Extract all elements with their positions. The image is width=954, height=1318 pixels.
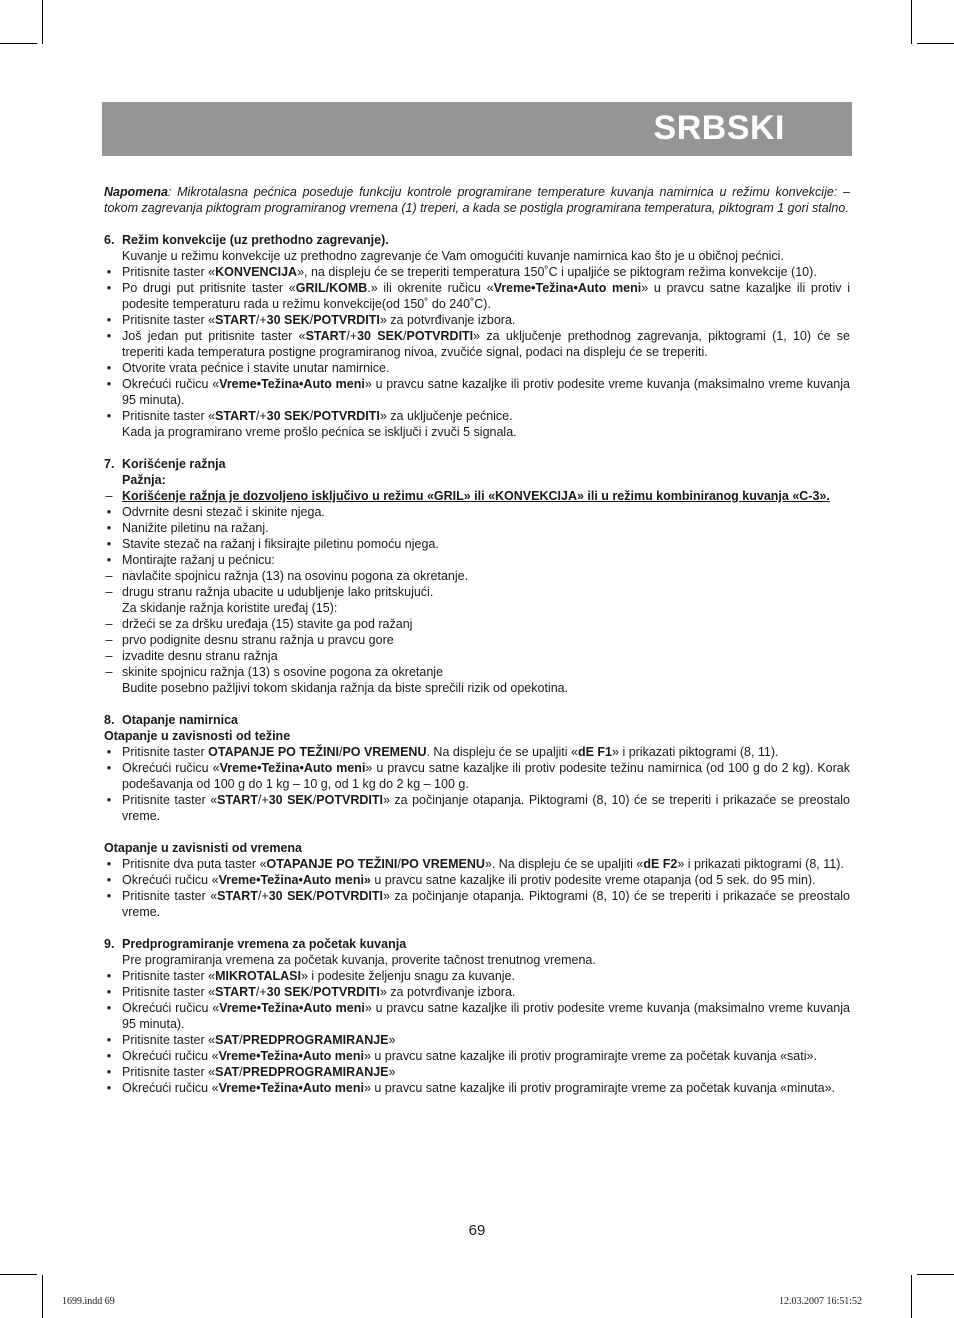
list-item: – navlačite spojnicu ražnja (13) na osovinu pogona za okretanje. [105, 569, 469, 583]
section-8-heading: 8. Otapanje namirnica [104, 713, 239, 727]
section-9-heading: 9. Predprogramiranje vremena za početak kuvanja [104, 937, 407, 951]
list-item: • Otvorite vrata pećnice i stavite unutar namirnice. [106, 361, 390, 375]
list-item: • Pritisnite taster «START/+30 SEK/POTVRDITI» za uključenje pećnice. [106, 409, 513, 423]
note-text: : Mikrotalasna pećnica poseduje funkciju kontrole programirane temperature kuvanja namirnica u režimu konvekcije: – tokom zagrevanja piktogram programiranog vremena (1) treperi, a kada se postigla programirana temperatura, piktogram 1 gori stalno. [104, 185, 850, 215]
list-item: • Okrećući ručicu «Vreme•Težina•Auto meni» u pravcu satne kazaljke ili protiv programirajte vreme za početak kuvanja «sati». [106, 1049, 817, 1063]
list-item: – prvo podignite desnu stranu ražnja u pravcu gore [105, 633, 394, 647]
crop-mark [0, 43, 37, 44]
list-item: • Pritisnite taster «START/+30 SEK/POTVRDITI» za počinjanje otapanja. Piktogrami (8, 10) će se treperiti i prikazaće se preostalo vreme. [106, 889, 850, 919]
list-item: • Pritisnite taster «MIKROTALASI» i podesite željenju snagu za kuvanje. [106, 969, 516, 983]
section-6-intro: Kuvanje u režimu konvekcije uz prethodno zagrevanje će Vam omogućiti kuvanje namirnica kao što je u običnoj pećnici. [122, 249, 784, 263]
list-item: • Nanižite piletinu na ražanj. [106, 521, 269, 535]
slug-filename: 1699.indd 69 [62, 1296, 115, 1307]
subheading: Otapanje u zavisnosti od težine [104, 729, 291, 743]
crop-mark [42, 1275, 43, 1318]
note-paragraph [104, 184, 850, 216]
crop-mark [911, 1275, 912, 1318]
attention-label: Pažnja: [122, 473, 166, 487]
list-item: • Po drugi put pritisnite taster «GRIL/KOMB.» ili okrenite ručicu «Vreme•Težina•Auto meni» u pravcu satne kazaljke ili protiv i podesite temperaturu rada u režimu konvekcije(od 150˚ do 240˚C). [106, 281, 850, 311]
removal-note: Za skidanje ražnja koristite uređaj (15): [122, 601, 338, 615]
list-item: – skinite spojnicu ražnja (13) s osovine pogona za okretanje [105, 665, 444, 679]
list-item: • Stavite stezač na ražanj i fiksirajte piletinu pomoću njega. [106, 537, 439, 551]
list-item: • Pritisnite taster «SAT/PREDPROGRAMIRANJE» [106, 1033, 396, 1047]
section-6-heading: 6. Režim konvekcije (uz prethodno zagrevanje). [104, 233, 389, 247]
note-label: Napomena [104, 185, 168, 199]
list-item: • Okrećući ručicu «Vreme•Težina•Auto meni» u pravcu satne kazaljke ili protiv podesite vreme otapanja (od 5 sek. do 95 min). [106, 873, 816, 887]
subheading: Otapanje u zavisnisti od vremena [104, 841, 302, 855]
language-header-bar [102, 102, 852, 156]
page-number: 69 [468, 1222, 486, 1239]
slug-timestamp: 12.03.2007 16:51:52 [779, 1296, 863, 1307]
section-6-outro: Kada ja programirano vreme prošlo pećnica se isključi i zvuči 5 signala. [122, 425, 517, 439]
crop-mark [42, 0, 43, 44]
crop-mark [0, 1274, 37, 1275]
crop-mark [911, 0, 912, 44]
list-item: • Odvrnite desni stezač i skinite njega. [106, 505, 325, 519]
language-title: SRBSKI [653, 109, 785, 147]
list-item: • Okrećući ručicu «Vreme•Težina•Auto meni» u pravcu satne kazaljke ili protiv podesite vreme kuvanja (maksimalno vreme kuvanja 95 minuta). [106, 1001, 850, 1031]
list-item: • Pritisnite taster OTAPANJE PO TEŽINI/PO VREMENU. Na displeju će se upaljiti «dE F1» i prikazati piktogrami (8, 11). [106, 745, 779, 759]
list-item: • Pritisnite taster «KONVENCIJA», na displeju će se treperiti temperatura 150˚C i upaljiće se piktogram režima konvekcije (10). [106, 265, 817, 279]
section-7-heading: 7. Korišćenje ražnja [104, 457, 226, 471]
list-item: • Pritisnite taster «START/+30 SEK/POTVRDITI» za potvrđivanje izbora. [106, 985, 516, 999]
list-item: • Pritisnite dva puta taster «OTAPANJE PO TEŽINI/PO VREMENU». Na displeju će se upaljiti «dE F2» i prikazati piktogrami (8, 11). [106, 857, 844, 871]
list-item: – držeći se za dršku uređaja (15) stavite ga pod ražanj [105, 617, 413, 631]
list-item: • Pritisnite taster «START/+30 SEK/POTVRDITI» za potvrđivanje izbora. [106, 313, 516, 327]
section-9-intro: Pre programiranja vremena za početak kuvanja, proverite tačnost trenutnog vremena. [122, 953, 596, 967]
crop-mark [917, 1274, 954, 1275]
manual-content [104, 184, 850, 1096]
list-item: • Okrećući ručicu «Vreme•Težina•Auto meni» u pravcu satne kazaljke ili protiv programirajte vreme za početak kuvanja «minuta». [106, 1081, 836, 1095]
crop-mark [917, 43, 954, 44]
list-item: • Okrećući ručicu «Vreme•Težina•Auto meni» u pravcu satne kazaljke ili protiv podesite vreme kuvanja (maksimalno vreme kuvanja 95 minuta). [106, 377, 850, 407]
warning-item: – Korišćenje ražnja je dozvoljeno isključivo u režimu «GRIL» ili «KONVEKCIJA» ili u režimu kombiniranog kuvanja «C-3». [105, 489, 830, 503]
list-item: • Pritisnite taster «START/+30 SEK/POTVRDITI» za počinjanje otapanja. Piktogrami (8, 10) će se treperiti i prikazaće se preostalo vreme. [106, 793, 850, 823]
caution-note: Budite posebno pažljivi tokom skidanja ražnja da biste sprečili rizik od opekotina. [122, 681, 569, 695]
list-item: – izvadite desnu stranu ražnja [105, 649, 278, 663]
list-item: • Pritisnite taster «SAT/PREDPROGRAMIRANJE» [106, 1065, 396, 1079]
list-item: • Okrećući ručicu «Vreme•Težina•Auto meni» u pravcu satne kazaljke ili protiv podesite težinu namirnica (od 100 g do 2 kg). Korak podešavanja od 100 g do 1 kg – 10 g, od 1 kg do 2 kg – 100 g. [106, 761, 850, 791]
list-item: • Još jedan put pritisnite taster «START/+30 SEK/POTVRDITI» za uključenje prethodnog zagrevanja, piktogrami (1, 10) će se treperiti kada temperatura postigne programiranog nivoa, zvučiće signal, podaci na displeju će se treperiti. [106, 329, 850, 359]
list-item: • Montirajte ražanj u pećnicu: [106, 553, 275, 567]
list-item: – drugu stranu ražnja ubacite u udubljenje lako pritskujući. [105, 585, 434, 599]
